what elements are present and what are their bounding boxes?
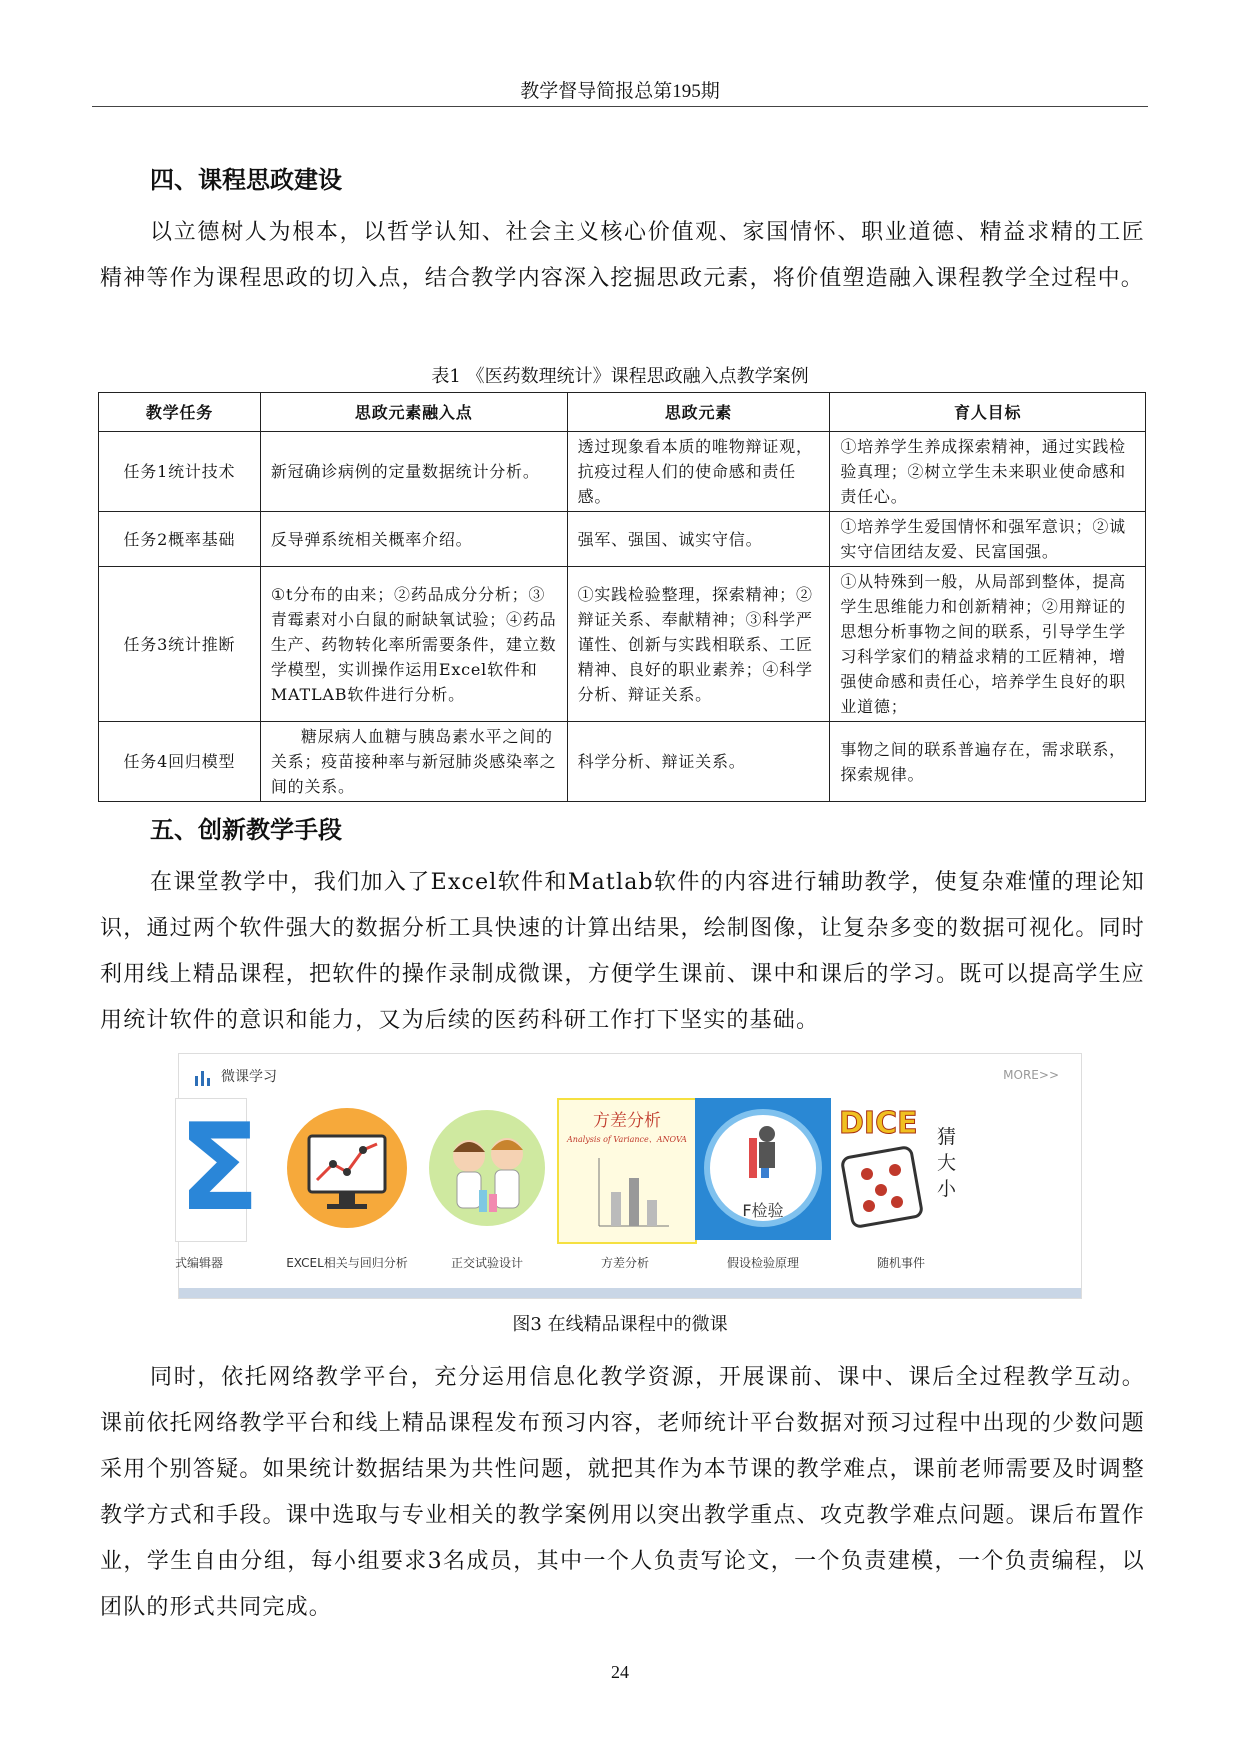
section5-heading: 五、创新教学手段 — [150, 816, 342, 844]
cell-point: 反导弹系统相关概率介绍。 — [260, 512, 567, 567]
col-header-goal: 育人目标 — [830, 393, 1146, 432]
cell-element: ①实践检验整理，探索精神；②辩证关系、奉献精神；③科学严谨性、创新与实践相联系、工匠精神、良好的职业素养；④科学分析、辩证关系。 — [567, 567, 830, 722]
f-test-text: F检验 — [742, 1201, 784, 1220]
cell-point: 糖尿病人血糖与胰岛素水平之间的关系；疫苗接种率与新冠肺炎感染率之间的关系。 — [260, 722, 567, 802]
page-number: 24 — [611, 1662, 629, 1682]
dice-title: DICE — [839, 1106, 918, 1141]
scientists-icon — [419, 1098, 555, 1240]
cell-task: 任务4回归模型 — [99, 722, 261, 802]
col-header-point: 思政元素融入点 — [260, 393, 567, 432]
monitor-chart-icon — [279, 1098, 415, 1240]
cell-element: 强军、强国、诚实守信。 — [567, 512, 830, 567]
cell-goal: ①从特殊到一般，从局部到整体，提高学生思维能力和创新精神；②用辩证的思想分析事物之间的联系，引导学生学习科学家们的精益求精的工匠精神，增强使命感和责任心，培养学生良好的职业道德； — [830, 567, 1146, 722]
page-header: 教学督导简报总第195期 — [520, 81, 720, 102]
section4-paragraph: 以立德树人为根本，以哲学认知、社会主义核心价值观、家国情怀、职业道德、精益求精的工匠精神等作为课程思政的切入点，结合教学内容深入挖掘思政元素，将价值塑造融入课程教学全过程中。 — [100, 220, 1145, 291]
thumb-label: 随机事件 — [876, 1256, 925, 1270]
thumb-formula[interactable] — [175, 1098, 260, 1242]
svg-text:Σ: Σ — [178, 1099, 260, 1238]
section5-paragraph2: 同时，依托网络教学平台，充分运用信息化教学资源，开展课前、课中、课后全过程教学互动。课前依托网络教学平台和线上精品课程发布预习内容，老师统计平台数据对预习过程中出现的少数问题采用个别答疑。如果统计数据结果为共性问题，就把其作为本节课的教学难点，课前老师需要及时调整教学方式和手段。课中选取与专业相关的教学案例用以突出教学重点、攻克教学难点问题。课后布置作业，学生自由分组，每小组要求3名成员，其中一个人负责写论文，一个负责建模，一个负责编程，以团队的形式共同完成。 — [100, 1365, 1145, 1620]
table-row — [99, 432, 1146, 512]
cell-point: ①t分布的由来；②药品成分分析；③青霉素对小白鼠的耐缺氧试验；④药品生产、药物转化率所需要条件，建立数学模型，实训操作运用Excel软件和MATLAB软件进行分析。 — [260, 567, 567, 722]
strip-title: 微课学习 — [221, 1069, 277, 1085]
cell-task: 任务2概率基础 — [99, 512, 261, 567]
thumb-label: 方差分析 — [600, 1256, 649, 1270]
cell-goal: ①培养学生养成探索精神，通过实践检验真理；②树立学生未来职业使命感和责任心。 — [830, 432, 1146, 512]
dice-side-text: 猜大小 — [937, 1126, 957, 1200]
cell-goal: ①培养学生爱国情怀和强军意识；②诚实守信团结友爱、民富国强。 — [830, 512, 1146, 567]
course-table — [98, 392, 1146, 802]
cell-element: 科学分析、辩证关系。 — [567, 722, 830, 802]
anova-subtitle: Analysis of Variance、ANOVA — [567, 1135, 687, 1144]
thumb-label: EXCEL相关与回归分析 — [286, 1256, 408, 1270]
cell-task: 任务1统计技术 — [99, 432, 261, 512]
table-caption: 表1 《医药数理统计》课程思政融入点教学案例 — [431, 366, 809, 387]
col-header-task: 教学任务 — [99, 393, 261, 432]
table-row — [99, 567, 1146, 722]
bar-chart-icon — [193, 1068, 213, 1088]
header-rule — [92, 106, 1148, 107]
thumb-label: 式编辑器 — [174, 1256, 223, 1270]
thumb-f-test[interactable] — [695, 1098, 831, 1240]
thumb-label: 假设检验原理 — [726, 1256, 799, 1270]
cell-goal: 事物之间的联系普遍存在，需求联系，探索规律。 — [830, 722, 1146, 802]
section4-heading: 四、课程思政建设 — [150, 166, 342, 194]
section5-paragraph1: 在课堂教学中，我们加入了Excel软件和Matlab软件的内容进行辅助教学，使复杂难懂的理论知识，通过两个软件强大的数据分析工具快速的计算出结果，绘制图像，让复杂多变的数据可视化。同时利用线上精品课程，把软件的操作录制成微课，方便学生课前、课中和课后的学习。既可以提高学生应用统计软件的意识和能力，又为后续的医药科研工作打下坚实的基础。 — [100, 870, 1145, 1033]
sigma-icon — [176, 1099, 260, 1241]
thumb-dice[interactable] — [833, 1098, 969, 1240]
table-row — [99, 512, 1146, 567]
cell-element: 透过现象看本质的唯物辩证观，抗疫过程人们的使命感和责任感。 — [567, 432, 830, 512]
cell-task: 任务3统计推断 — [99, 567, 261, 722]
thumb-orthogonal[interactable] — [419, 1098, 555, 1240]
cell-point: 新冠确诊病例的定量数据统计分析。 — [260, 432, 567, 512]
figure-caption: 图3 在线精品课程中的微课 — [512, 1314, 728, 1335]
col-header-element: 思政元素 — [567, 393, 830, 432]
anova-title: 方差分析 — [593, 1111, 661, 1131]
thumb-anova[interactable] — [557, 1098, 697, 1244]
thumb-label: 正交试验设计 — [450, 1256, 523, 1270]
table-row — [99, 722, 1146, 802]
more-link[interactable]: MORE>> — [1003, 1068, 1059, 1082]
micro-course-strip — [174, 1053, 1082, 1299]
strip-scrollbar[interactable] — [179, 1288, 1081, 1298]
thumb-excel[interactable] — [279, 1098, 415, 1240]
table-header-row — [99, 393, 1146, 432]
anova-icon — [559, 1148, 695, 1238]
